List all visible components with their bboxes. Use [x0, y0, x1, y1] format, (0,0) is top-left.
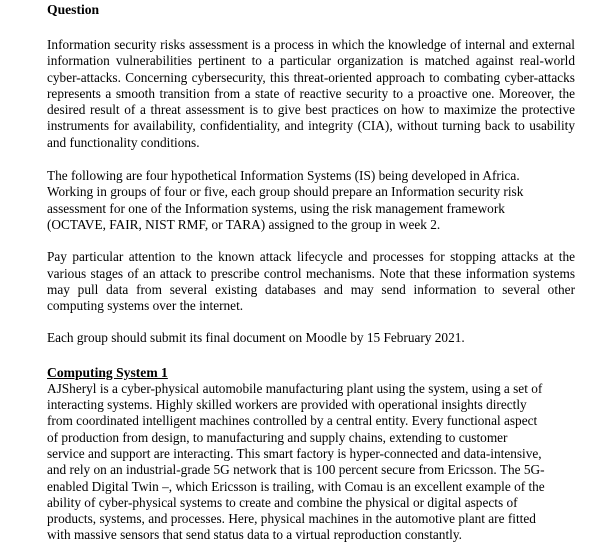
paragraph-line: AJSheryl is a cyber-physical automobile manufacturing plant using the system, using a set of [47, 380, 543, 396]
document-page [47, 0, 575, 544]
paragraph-line: of production from design, to manufacturing and supply chains, extending to customer [47, 429, 508, 445]
paragraph-line: The following are four hypothetical Information Systems (IS) being developed in Africa. [47, 168, 520, 184]
paragraph-line: enabled Digital Twin –, which Ericsson is trailing, with Comau is an excellent example of the [47, 478, 545, 494]
paragraph-line: Working in groups of four or five, each group should prepare an Information security risk [47, 184, 524, 200]
paragraph-line: interacting systems. Highly skilled workers are provided with operational insights directly [47, 397, 527, 413]
paragraph-line: service and support are interacting. This smart factory is hyper-connected and data-intensive, [47, 445, 542, 461]
intro-paragraph: Information security risks assessment is a process in which the knowledge of internal and external information vulnerabilities pertinent to a particular organization is matched against real-world cyber-attacks. Concerning cybersecurity, this threat-oriented approach to combating cyber-attacks represents a smooth transition from a state of reactive security to a proactive one. Moreover, the desired result of a threat assessment is to give best practices on how to maximize the protective instruments for availability, confidentiality, and integrity (CIA), without turning back to usability and functionality conditions. [47, 37, 575, 150]
paragraph-line: from coordinated intelligent machines controlled by a central entity. Every functional aspect [47, 413, 538, 429]
paragraph-line: (OCTAVE, FAIR, NIST RMF, or TARA) assigned to the group in week 2. [47, 216, 441, 232]
question-heading: Question [47, 2, 100, 17]
computing-system-heading: Computing System 1 [47, 364, 168, 380]
paragraph-line: products, systems, and processes. Here, physical machines in the automotive plant are fitted [47, 511, 536, 527]
submission-paragraph: Each group should submit its final document on Moodle by 15 February 2021. [47, 330, 465, 346]
computing-system-paragraph [47, 381, 575, 544]
systems-paragraph [47, 168, 575, 233]
paragraph-line: and rely on an industrial-grade 5G network that is 100 percent secure from Ericsson. The 5G- [47, 462, 545, 478]
paragraph-line: assessment for one of the Information systems, using the risk management framework [47, 200, 505, 216]
paragraph-line: with massive sensors that send status data to a virtual reproduction constantly. [47, 527, 462, 543]
paragraph-line: ability of cyber-physical systems to create and combine the physical or digital aspects of [47, 494, 518, 510]
attack-lifecycle-paragraph: Pay particular attention to the known attack lifecycle and processes for stopping attacks at the various stages of an attack to prescribe control mechanisms. Note that these information systems may pull data from several existing databases and may send information to several other computing systems over the internet. [47, 249, 575, 314]
